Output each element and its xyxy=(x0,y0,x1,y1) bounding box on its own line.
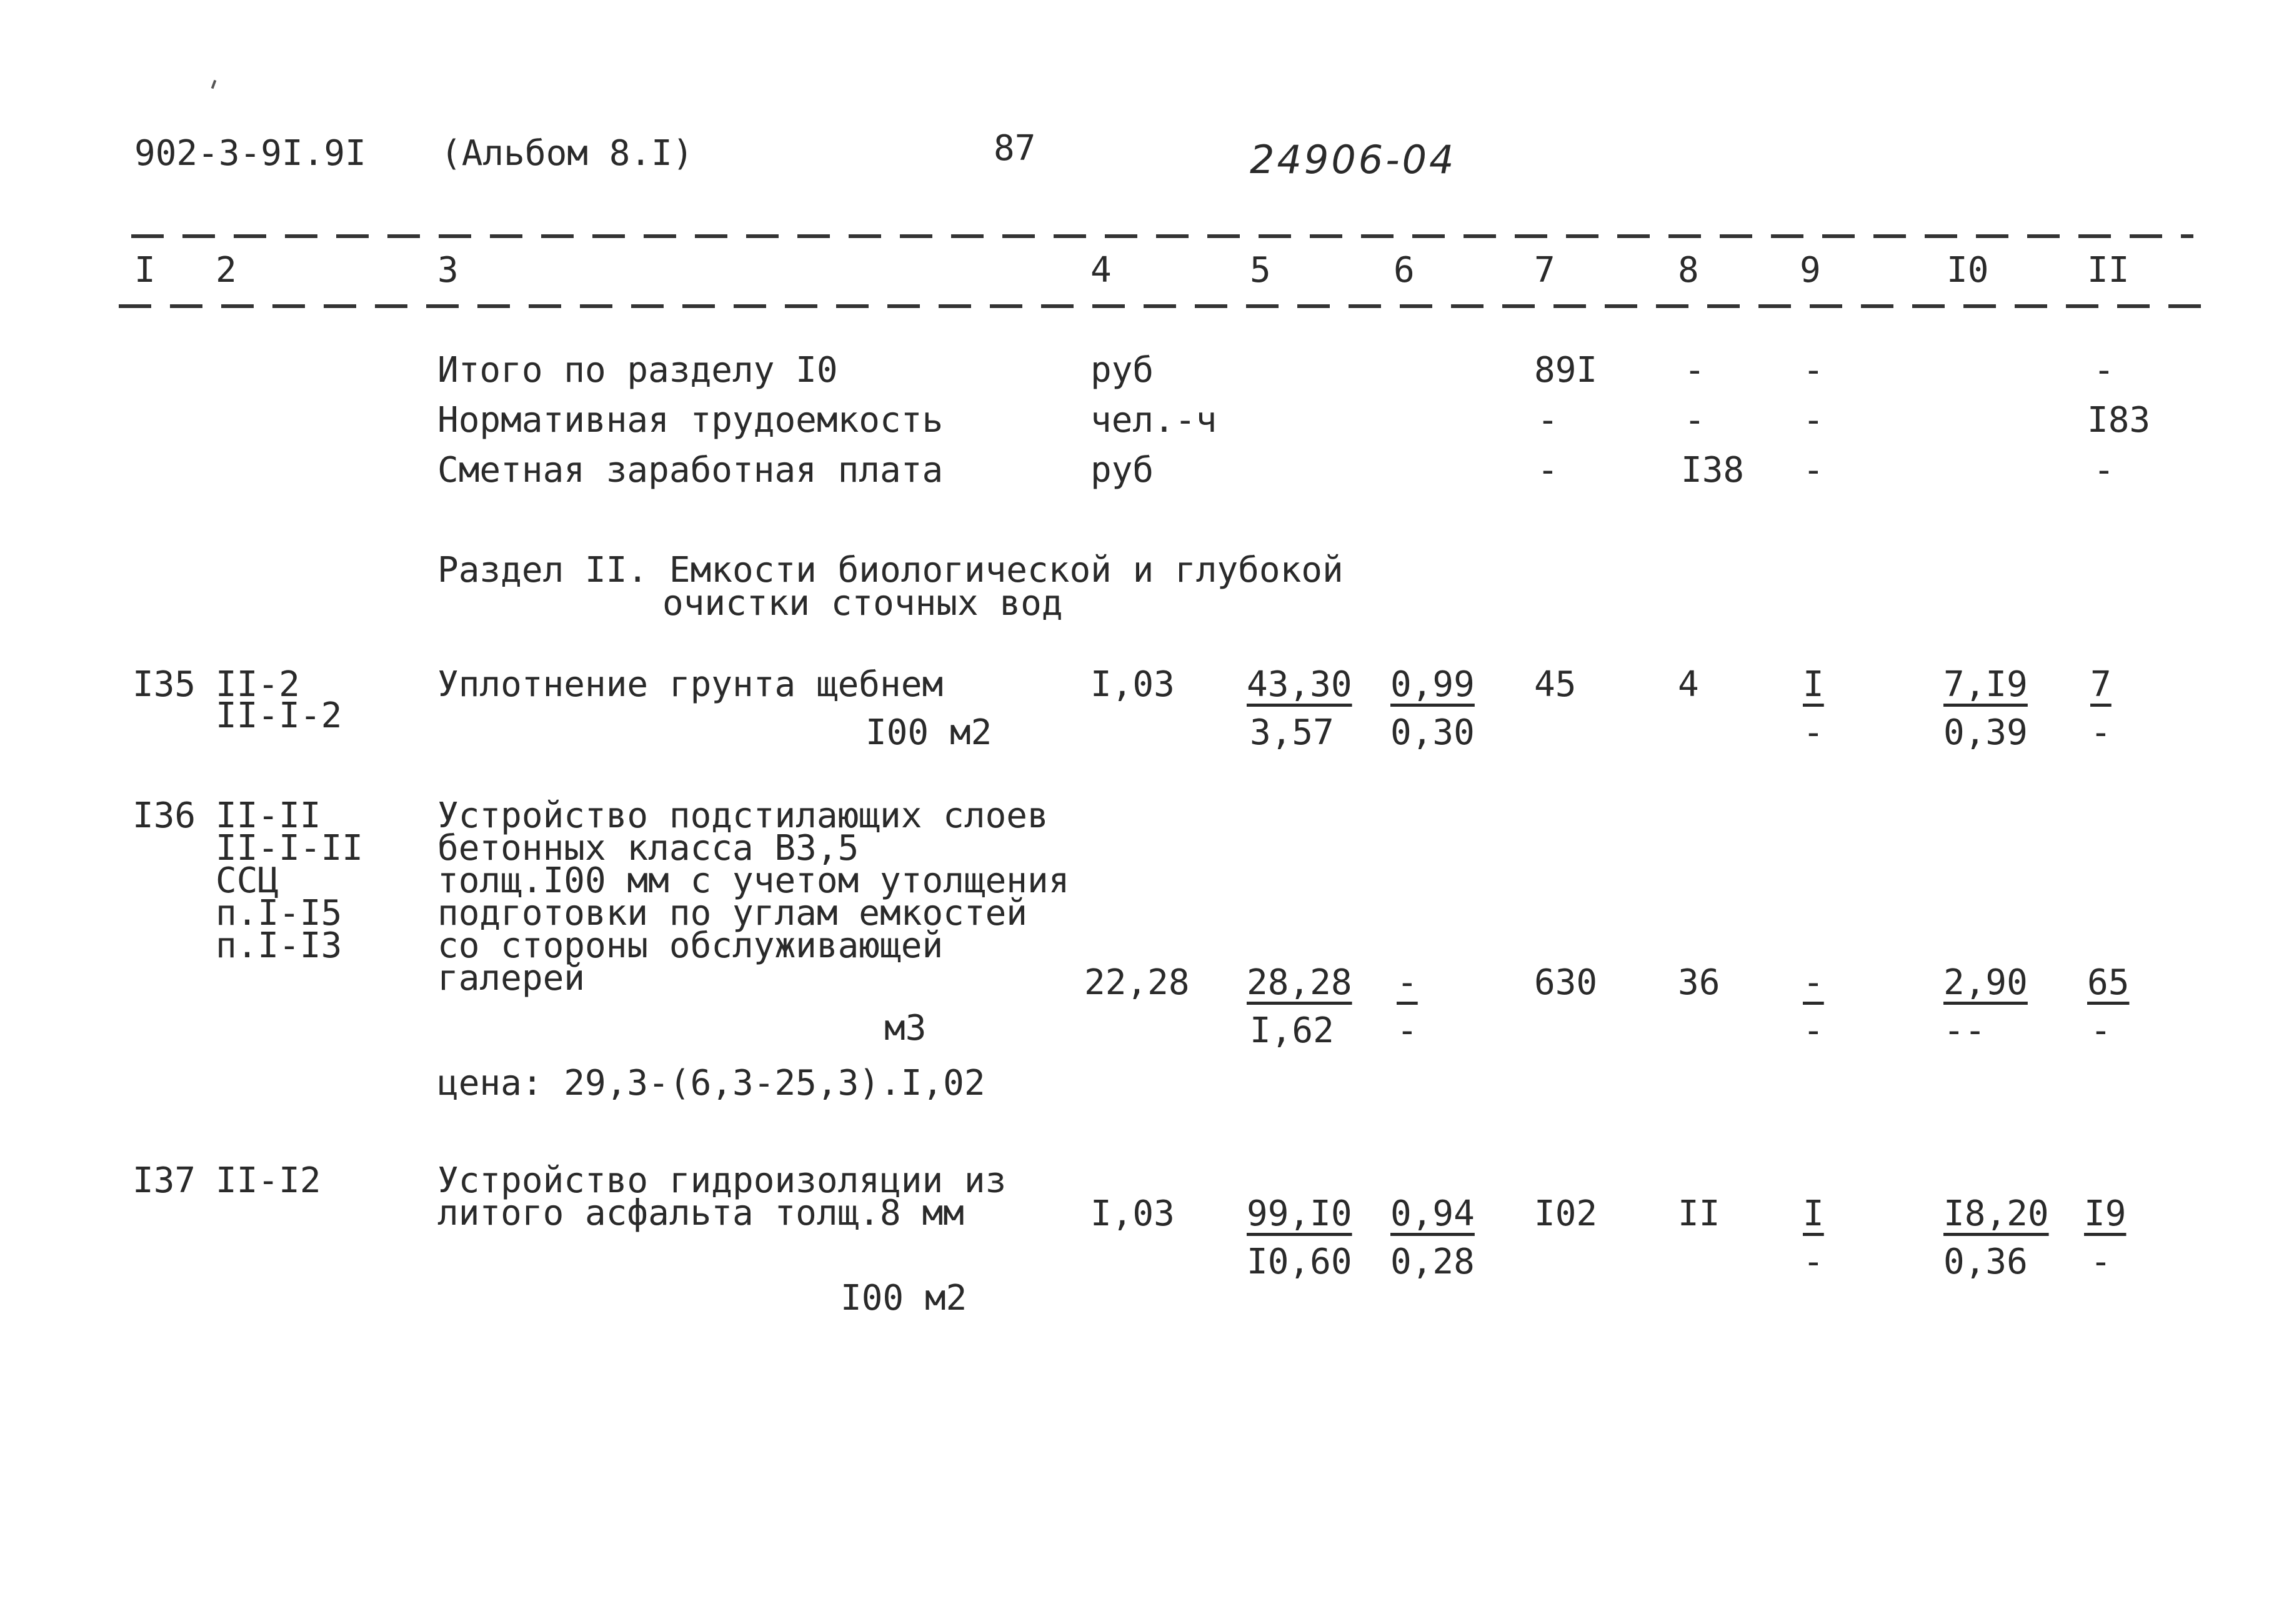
row-c9-top: I xyxy=(1803,1193,1824,1234)
total-unit: руб xyxy=(1090,350,1154,391)
row-c10-top: I8,20 xyxy=(1943,1193,2049,1234)
row-code: ССЦ xyxy=(216,860,279,901)
labor-unit: чел.-ч xyxy=(1090,400,1217,441)
labor-c9: - xyxy=(1803,400,1824,441)
header-top-rule xyxy=(131,234,2193,238)
album-label: (Альбом 8.I) xyxy=(441,133,694,174)
row-description: Устройство подстилающих слоев xyxy=(437,795,1049,836)
row-c10-bottom: 0,39 xyxy=(1943,712,2028,753)
row-c6-top: 0,94 xyxy=(1390,1193,1475,1234)
page-number: 87 xyxy=(994,128,1036,169)
row-code: II-I-2 xyxy=(216,695,342,736)
row-c11-bottom: - xyxy=(2090,1242,2112,1282)
row-description: со стороны обслуживающей xyxy=(437,925,944,966)
col-header-10: I0 xyxy=(1947,250,1989,291)
row-code: II-II xyxy=(216,795,321,836)
col-header-9: 9 xyxy=(1800,250,1821,291)
row-number: I35 xyxy=(132,664,196,705)
row-c8: II xyxy=(1678,1193,1720,1234)
col-header-6: 6 xyxy=(1394,250,1415,291)
col-header-5: 5 xyxy=(1250,250,1271,291)
stray-mark xyxy=(211,80,217,89)
row-c11-bottom: - xyxy=(2090,1010,2112,1051)
row-description: Уплотнение грунта щебнем xyxy=(437,664,944,705)
row-c6-bottom: - xyxy=(1397,1010,1418,1051)
row-c10-top: 2,90 xyxy=(1943,962,2028,1003)
total-c11: - xyxy=(2093,350,2115,391)
row-c6-bottom: 0,30 xyxy=(1390,712,1475,753)
row-description: толщ.I00 мм с учетом утолщения xyxy=(437,860,1070,901)
row-c7: 45 xyxy=(1534,664,1577,705)
col-header-4: 4 xyxy=(1090,250,1112,291)
row-c6-top: - xyxy=(1397,962,1418,1003)
handwritten-number: 24906-04 xyxy=(1250,137,1457,182)
row-c5-top: 43,30 xyxy=(1247,664,1352,705)
wage-c8: I38 xyxy=(1681,450,1745,491)
row-c7: I02 xyxy=(1534,1193,1598,1234)
row-c9-bottom: - xyxy=(1803,1242,1824,1282)
row-quantity: 22,28 xyxy=(1084,962,1190,1003)
row-description: литого асфальта толщ.8 мм xyxy=(437,1193,964,1233)
row-description: галерей xyxy=(437,958,586,999)
row-quantity: I,03 xyxy=(1090,1193,1175,1234)
row-c5-bottom: I0,60 xyxy=(1247,1242,1352,1282)
section-heading-cont: очистки сточных вод xyxy=(662,583,1063,624)
row-c5-bottom: 3,57 xyxy=(1250,712,1334,753)
row-c9-bottom: - xyxy=(1803,1010,1824,1051)
col-header-1: I xyxy=(134,250,156,291)
section-heading: Раздел II. Емкости биологической и глубокой xyxy=(437,550,1344,590)
wage-c7: - xyxy=(1537,450,1558,491)
labor-c7: - xyxy=(1537,400,1558,441)
header-bottom-rule xyxy=(119,304,2206,308)
row-c11-top: 65 xyxy=(2087,962,2130,1003)
row-c5-bottom: I,62 xyxy=(1250,1010,1334,1051)
col-header-2: 2 xyxy=(216,250,237,291)
row-unit: I00 м2 xyxy=(840,1278,967,1318)
col-header-8: 8 xyxy=(1678,250,1699,291)
row-description: подготовки по углам емкостей xyxy=(437,893,1028,934)
row-c5-top: 99,I0 xyxy=(1247,1193,1352,1234)
row-code: II-2 xyxy=(216,664,300,705)
row-c10-bottom: 0,36 xyxy=(1943,1242,2028,1282)
row-number: I37 xyxy=(132,1160,196,1201)
row-code: п.I-I3 xyxy=(216,925,342,966)
col-header-11: II xyxy=(2087,250,2130,291)
total-c7: 89I xyxy=(1534,350,1598,391)
row-c5-top: 28,28 xyxy=(1247,962,1352,1003)
row-c8: 4 xyxy=(1678,664,1699,705)
document-code: 902-3-9I.9I xyxy=(134,133,366,174)
row-c11-top: 7 xyxy=(2090,664,2112,705)
wage-unit: руб xyxy=(1090,450,1154,491)
row-description: Устройство гидроизоляции из xyxy=(437,1160,1007,1201)
row-c9-bottom: - xyxy=(1803,712,1824,753)
row-number: I36 xyxy=(132,795,196,836)
total-c9: - xyxy=(1803,350,1824,391)
col-header-7: 7 xyxy=(1534,250,1555,291)
labor-c8: - xyxy=(1684,400,1705,441)
row-c10-bottom: -- xyxy=(1943,1010,1986,1051)
row-c9-top: - xyxy=(1803,962,1824,1003)
row-price-formula: цена: 29,3-(6,3-25,3).I,02 xyxy=(437,1063,985,1103)
row-code: п.I-I5 xyxy=(216,893,342,934)
wage-label: Сметная заработная плата xyxy=(437,450,944,491)
row-c9-top: I xyxy=(1803,664,1824,705)
labor-c11: I83 xyxy=(2087,400,2151,441)
row-c6-top: 0,99 xyxy=(1390,664,1475,705)
labor-label: Нормативная трудоемкость xyxy=(437,400,944,441)
row-code: II-I2 xyxy=(216,1160,321,1201)
row-unit: I00 м2 xyxy=(865,712,992,753)
row-c11-bottom: - xyxy=(2090,712,2112,753)
row-code: II-I-II xyxy=(216,828,364,869)
row-c10-top: 7,I9 xyxy=(1943,664,2028,705)
row-unit: м3 xyxy=(884,1008,927,1049)
row-c6-bottom: 0,28 xyxy=(1390,1242,1475,1282)
col-header-3: 3 xyxy=(437,250,459,291)
wage-c9: - xyxy=(1803,450,1824,491)
row-quantity: I,03 xyxy=(1090,664,1175,705)
row-description: бетонных класса В3,5 xyxy=(437,828,859,869)
row-c8: 36 xyxy=(1678,962,1720,1003)
row-c11-top: I9 xyxy=(2084,1193,2127,1234)
total-c8: - xyxy=(1684,350,1705,391)
total-label: Итого по разделу I0 xyxy=(437,350,838,391)
wage-c11: - xyxy=(2093,450,2115,491)
row-c7: 630 xyxy=(1534,962,1598,1003)
